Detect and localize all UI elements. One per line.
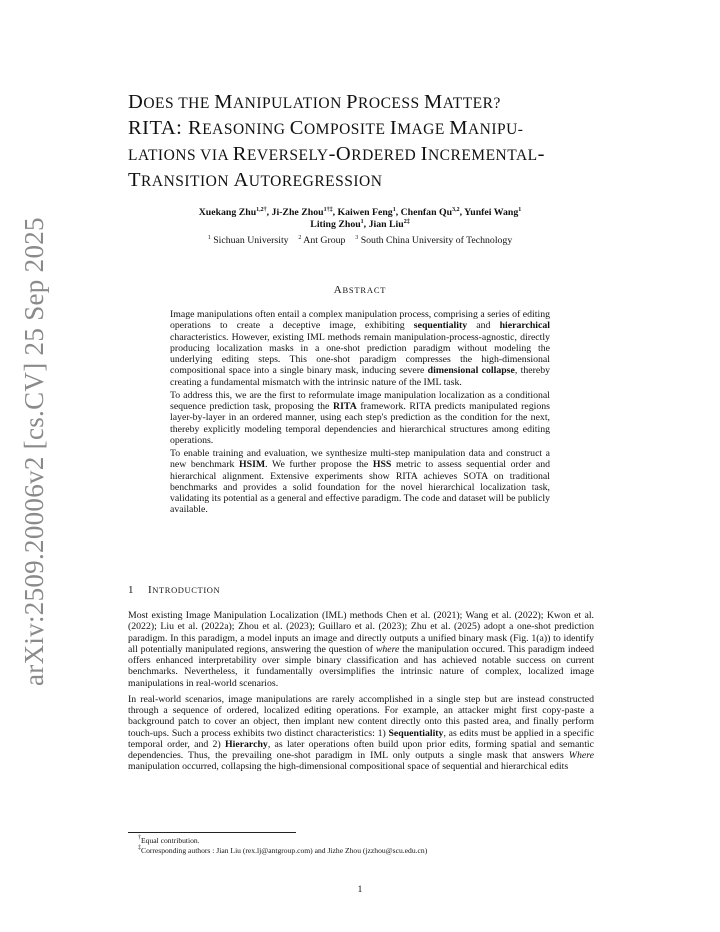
footnote-text: Equal contribution. — [141, 836, 200, 845]
title-text: UTOREGRESSION — [248, 173, 383, 190]
body-text: manipulation occurred, collapsing the high-dimensional compositional space of sequential and hierarchical edits — [128, 761, 569, 773]
author-marker: 1 — [518, 207, 522, 213]
body-text: , as edits must be applied in a specific temporal order, and 2) — [128, 727, 594, 750]
title-text: RITA: R — [128, 117, 203, 139]
footnotes — [138, 836, 598, 856]
body-text: In real-world scenarios, image manipulations are rarely accomplished in a single step but are instead constructed through a sequence of ordered, localized editing operations. For example, an attacker might first copy-paste a background patch to cover an object, then implant new content directly onto this pasted area, and finally perform touch-ups. Such a process exhibits two distinct characteristics: 1) — [128, 693, 594, 739]
paper-title — [128, 90, 608, 194]
author-marker: 1 — [392, 207, 396, 213]
abstract-paragraph-1 — [170, 309, 550, 388]
abstract-text: . We further propose the — [265, 459, 373, 471]
title-text: I — [420, 143, 428, 165]
affiliation-marker: 1 — [207, 235, 211, 241]
title-text: C — [289, 117, 304, 139]
body-paragraph-2 — [128, 694, 594, 773]
author-name: , Chenfan Qu — [395, 207, 453, 218]
title-text: EASONING — [202, 121, 290, 138]
title-text: NCREMENTAL — [427, 147, 538, 164]
abstract-bold-term: RITA — [333, 401, 357, 412]
author-name: , Kaiwen Feng — [332, 207, 393, 218]
introduction-body — [128, 610, 594, 778]
abstract-text: Image manipulations often entail a complex manipulation process, comprising a series of editing operations to create a deceptive image, exhibiting — [170, 309, 550, 332]
abstract-text: and — [467, 320, 500, 332]
title-text: OMPOSITE — [303, 121, 390, 138]
section-title-text: NTRODUCTION — [152, 585, 221, 595]
author-line-2 — [128, 219, 592, 231]
section-title-text: I — [148, 584, 153, 596]
title-line-4 — [128, 168, 608, 194]
author-marker: 2‡ — [403, 219, 410, 225]
title-text: MAGE — [397, 121, 450, 138]
affiliation-name: South China University of Technology — [358, 235, 513, 246]
author-marker: 1,2† — [256, 207, 267, 213]
title-text: RANSITION — [141, 173, 234, 190]
abstract-bold-term: HSIM — [239, 459, 266, 471]
abstract-text: framework. RITA predicts manipulated regions layer-by-layer in an ordered manner, using each step's prediction as the condition for the next, thereby explicitly modeling temporal dependencies and hierarchical structures among editing operations. — [170, 401, 550, 446]
abstract-bold-term: dimensional collapse — [427, 365, 515, 377]
heading-text: BSTRACT — [342, 285, 387, 295]
abstract-paragraph-3 — [170, 448, 550, 516]
author-name: , Ji-Zhe Zhou — [266, 207, 324, 218]
footnote-rule — [128, 832, 296, 833]
section-number: 1 — [128, 584, 135, 596]
author-name: Xuekang Zhu — [198, 207, 257, 218]
author-marker: 1 — [360, 219, 364, 225]
affiliations — [128, 235, 592, 247]
footnote-equal-contribution — [138, 836, 598, 846]
abstract-text: To address this, we are the first to reformulate image manipulation localization as a conditional sequence prediction task, proposing the — [170, 389, 550, 412]
title-text: T — [128, 169, 142, 191]
title-text: ROCESS — [358, 95, 425, 112]
title-text: EVERSELY — [246, 147, 329, 164]
title-text: R — [232, 143, 247, 165]
title-text: -O — [328, 143, 352, 165]
abstract-text: To enable training and evaluation, we synthesize multi-step manipulation data and construct a new benchmark — [170, 448, 550, 471]
title-text: LATIONS VIA — [128, 147, 233, 164]
abstract-body — [170, 309, 550, 518]
body-paragraph-1 — [128, 610, 594, 689]
body-text: , as later operations often build upon prior edits, forming spatial and semantic dependencies. Thus, the prevailing one-shot paradigm in IML only outputs a single mask that answers — [128, 738, 594, 761]
arxiv-identifier-stamp: arXiv:2509.20006v2 [cs.CV] 25 Sep 2025 — [19, 217, 49, 686]
body-italic-term: where — [375, 643, 400, 655]
abstract-text: , thereby creating a fundamental mismatch with the intrinsic nature of the IML task. — [170, 365, 550, 388]
author-marker: 3,2 — [452, 207, 460, 213]
title-text: M — [214, 91, 233, 113]
title-text: I — [389, 117, 398, 139]
title-text: RDERED — [351, 147, 421, 164]
title-text: A — [233, 169, 249, 191]
title-text: ANIPULATION — [232, 95, 347, 112]
section-heading-introduction — [128, 584, 592, 596]
body-text: the manipulation occured. This paradigm indeed offers enhanced interpretability over simple binary classification and has achieved notable success on current benchmarks. Nevertheless, it fundamentally oversimplifies the intrinsic nature of complex, localized image manipulations in real-world scenarios. — [128, 643, 595, 689]
title-line-2 — [128, 116, 608, 142]
abstract-text: characteristics. However, existing IML methods remain manipulation-process-agnostic, directly producing localization masks in a one-shot prediction paradigm without modeling the underlying editing steps. This one-shot paradigm compresses the high-dimensional compositional space into a single binary mask, inducing severe — [170, 331, 550, 377]
title-text: M — [449, 117, 468, 139]
footnote-text: Corresponding authors : Jian Liu (rex.lj@antgroup.com) and Jizhe Zhou (jzzhou@scu.edu.cn) — [141, 846, 428, 855]
title-text: D — [128, 91, 144, 113]
title-text: - — [537, 143, 545, 165]
footnote-marker: † — [138, 835, 141, 841]
title-text: P — [346, 91, 359, 113]
affiliation-name: Sichuan University — [210, 235, 289, 246]
heading-text: A — [333, 284, 343, 296]
abstract-bold-term: hierarchical — [499, 320, 551, 332]
author-name: , Jian Liu — [363, 219, 404, 230]
body-italic-term: Where — [568, 750, 594, 761]
abstract-heading — [128, 284, 592, 296]
body-bold-term: Sequentiality — [388, 727, 444, 739]
footnote-corresponding-authors — [138, 846, 598, 856]
author-line-1 — [128, 207, 592, 219]
footnote-marker: ‡ — [138, 845, 141, 851]
title-text: OES THE — [143, 95, 215, 112]
abstract-paragraph-2 — [170, 390, 550, 446]
affiliation-marker: 2 — [298, 235, 302, 241]
author-marker: 1†‡ — [323, 207, 333, 213]
title-text: M — [424, 91, 443, 113]
abstract-bold-term: HSS — [372, 459, 392, 471]
page-number: 1 — [357, 884, 363, 895]
title-line-1 — [128, 90, 608, 116]
title-line-3 — [128, 142, 608, 168]
body-text: Most existing Image Manipulation Localization (IML) methods Chen et al. (2021); Wang et al. (2022); Kwon et al. (2022); Liu et al. (2022a); Zhou et al. (2023); Guillaro et al. (2023); Zhu et al. (2025) adopt a one-shot prediction paradigm. In this paradigm, a model inputs an image and directly outputs a unified binary mask (Fig. 1(a)) to identify all potentially manipulated regions, answering the question of — [128, 610, 594, 655]
author-list — [128, 207, 592, 231]
abstract-text: metric to assess sequential order and hierarchical alignment. Extensive experiments show RITA achieves SOTA on traditional benchmarks and provides a solid foundation for the novel hierarchical localization task, validating its potential as a general and effective paradigm. The code and dataset will be publicly available. — [170, 459, 551, 516]
abstract-bold-term: sequentiality — [413, 320, 468, 332]
title-text: ATTER? — [442, 95, 501, 112]
body-bold-term: Hierarchy — [225, 738, 268, 750]
title-text: ANIPU- — [467, 121, 524, 138]
author-name: Liting Zhou — [310, 219, 361, 230]
affiliation-name: Ant Group — [301, 235, 346, 246]
author-name: , Yunfei Wang — [459, 207, 519, 218]
affiliation-marker: 3 — [355, 235, 359, 241]
